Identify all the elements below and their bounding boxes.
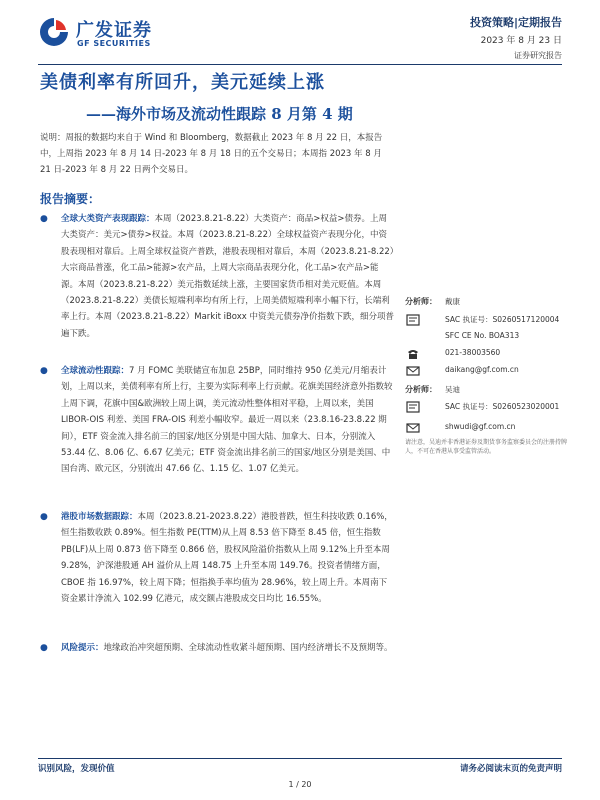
brand-name-cn: 广发证券 [76,20,152,41]
section-body: 本周（2023.8.21-8.22）大类资产：商品>权益>债券。上周大类资产：美元>债券>权益。本周（2023.8.21-8.22）全球权益资产表现分化，中资股表现相对靠后。上周全球权益资产普跌，港股表现相对靠后，本周（2023.8.21-8.22）大宗商品普涨，化工品>能源>农产品，上周大宗商品表现分化，化工品>农产品>能源。本周（2023.8.21-8.22）美元指数延续上涨，主要国家货币相对美元贬值。本周（2023.8.21-8.22）美债长短端利率均有所上行，上周美债短端利率小幅下行，长端利率上行。本周（2023.8.21-8.22）Markit iBoxx 中资美元债券净价指数下跌，细分项普遍下跌。 [61,214,395,339]
footer-divider [38,758,562,759]
section-body: 本周（2023.8.21-2023.8.22）港股普跌，恒生科技收跌 0.16%，恒生指数收跌 0.89%。恒生指数 PE(TTM)从上周 8.53 倍下降至 8.45 倍，恒生指数 PB(LF)从上周 0.873 倍下降至 0.866 倍，股权风险溢价指数从上周 9.12%上升至本周 9.28%，沪深港股通 AH 溢价从上周 148.75 上升至本周 149.76。投资者情绪方面，CBOE 指 16.97%，较上周下降；恒指换手率均值为 28.96%，较上周上升。本周南下资金累计净流入 102.99 亿港元，成交额占港股成交日均比 16.55%。 [61,512,393,605]
abstract-heading: 报告摘要： [40,192,101,206]
data-note: 说明：周报的数据均来自于 Wind 和 Bloomberg，数据截止 2023 年 8 月 22 日，本报告中，上周指 2023 年 8 月 14 日-2023 年 8 月 18 日的五个交易日；本周指 2023 年 8 月 21 日-2023 年 8 月 22 日两个交易日。 [40,133,383,175]
section-hk-market [40,509,395,607]
bullet-icon: ● [40,366,48,376]
analyst-name: 戴康 [445,297,460,306]
analyst-cert: SAC 执证号：S0260517120004 [445,315,560,324]
section-asset-tracking [40,211,395,342]
phone-icon [406,348,420,360]
section-head: 港股市场数据跟踪： [61,512,138,522]
report-title: 美债利率有所回升，美元延续上涨 [40,72,325,93]
analyst-email[interactable]: shwudi@gf.com.cn [445,422,516,431]
analyst-name: 吴迪 [445,385,460,394]
analyst-cert: SAC 执证号：S0260523020001 [445,402,560,411]
email-icon [406,365,420,377]
section-head: 风险提示： [61,643,104,653]
analyst-phone: 021-38003560 [445,348,501,357]
brand-name-en: GF SECURITIES [77,39,151,48]
certificate-icon [406,314,420,326]
report-type: 投资策略|定期报告 [469,16,562,29]
bullet-icon: ● [40,643,48,653]
certificate-icon [406,401,420,413]
analyst-ce: SFC CE No. BOA313 [445,331,520,340]
section-risk [40,640,395,656]
report-date: 2023 年 8 月 23 日 [480,36,562,46]
analyst-label: 分析师： [405,385,437,394]
section-liquidity-tracking [40,363,395,478]
page-number: 1 / 20 [288,780,312,789]
report-dept: 证券研究报告 [514,51,562,60]
bullet-icon: ● [40,214,48,224]
disclaimer-note: 请注意，吴迪并非香港证券及期货事务监察委员会的注册持牌人，不可在香港从事受监管活动。 [405,439,568,455]
section-body: 7 月 FOMC 美联储宣布加息 25BP，同时维持 950 亿美元/月缩表计划，上周以来，美债利率有所上行，主要为实际利率上行贡献。花旗美国经济意外指数较上周下调，花旗中国&欧洲较上周上调，美元流动性整体相对平稳，上周以来，美国 LIBOR-OIS 利差、美国 FRA-OIS 利差小幅收窄。最近一周以来（23.8.16-23.8.22 期间），ETF 资金流入排名前三的国家/地区分别是中国大陆、加拿大、日本，分别流入 53.44 亿、8.06 亿、6.67 亿美元；ETF 资金流出排名前三的国家/地区分别是美国、中国台湾、欧元区，分别流出 47.66 亿、1.15 亿、1.07 亿美元。 [61,366,393,475]
brand-logo [38,12,163,52]
section-head: 全球大类资产表现跟踪： [61,214,155,224]
section-head: 全球流动性跟踪： [61,366,130,376]
report-subtitle: ——海外市场及流动性跟踪 8 月第 4 期 [86,105,353,123]
header-divider [38,64,562,65]
analyst-label: 分析师： [405,297,437,306]
bullet-icon: ● [40,512,48,522]
footer-slogan: 识别风险，发现价值 [38,764,115,774]
email-icon [406,422,420,434]
analyst-email[interactable]: daikang@gf.com.cn [445,365,519,374]
gf-logo-icon [38,16,70,48]
footer-disclaimer: 请务必阅读末页的免责声明 [459,764,562,774]
section-body: 地缘政治冲突超预期、全球流动性收紧斗超预期、国内经济增长不及预期等。 [103,643,393,653]
